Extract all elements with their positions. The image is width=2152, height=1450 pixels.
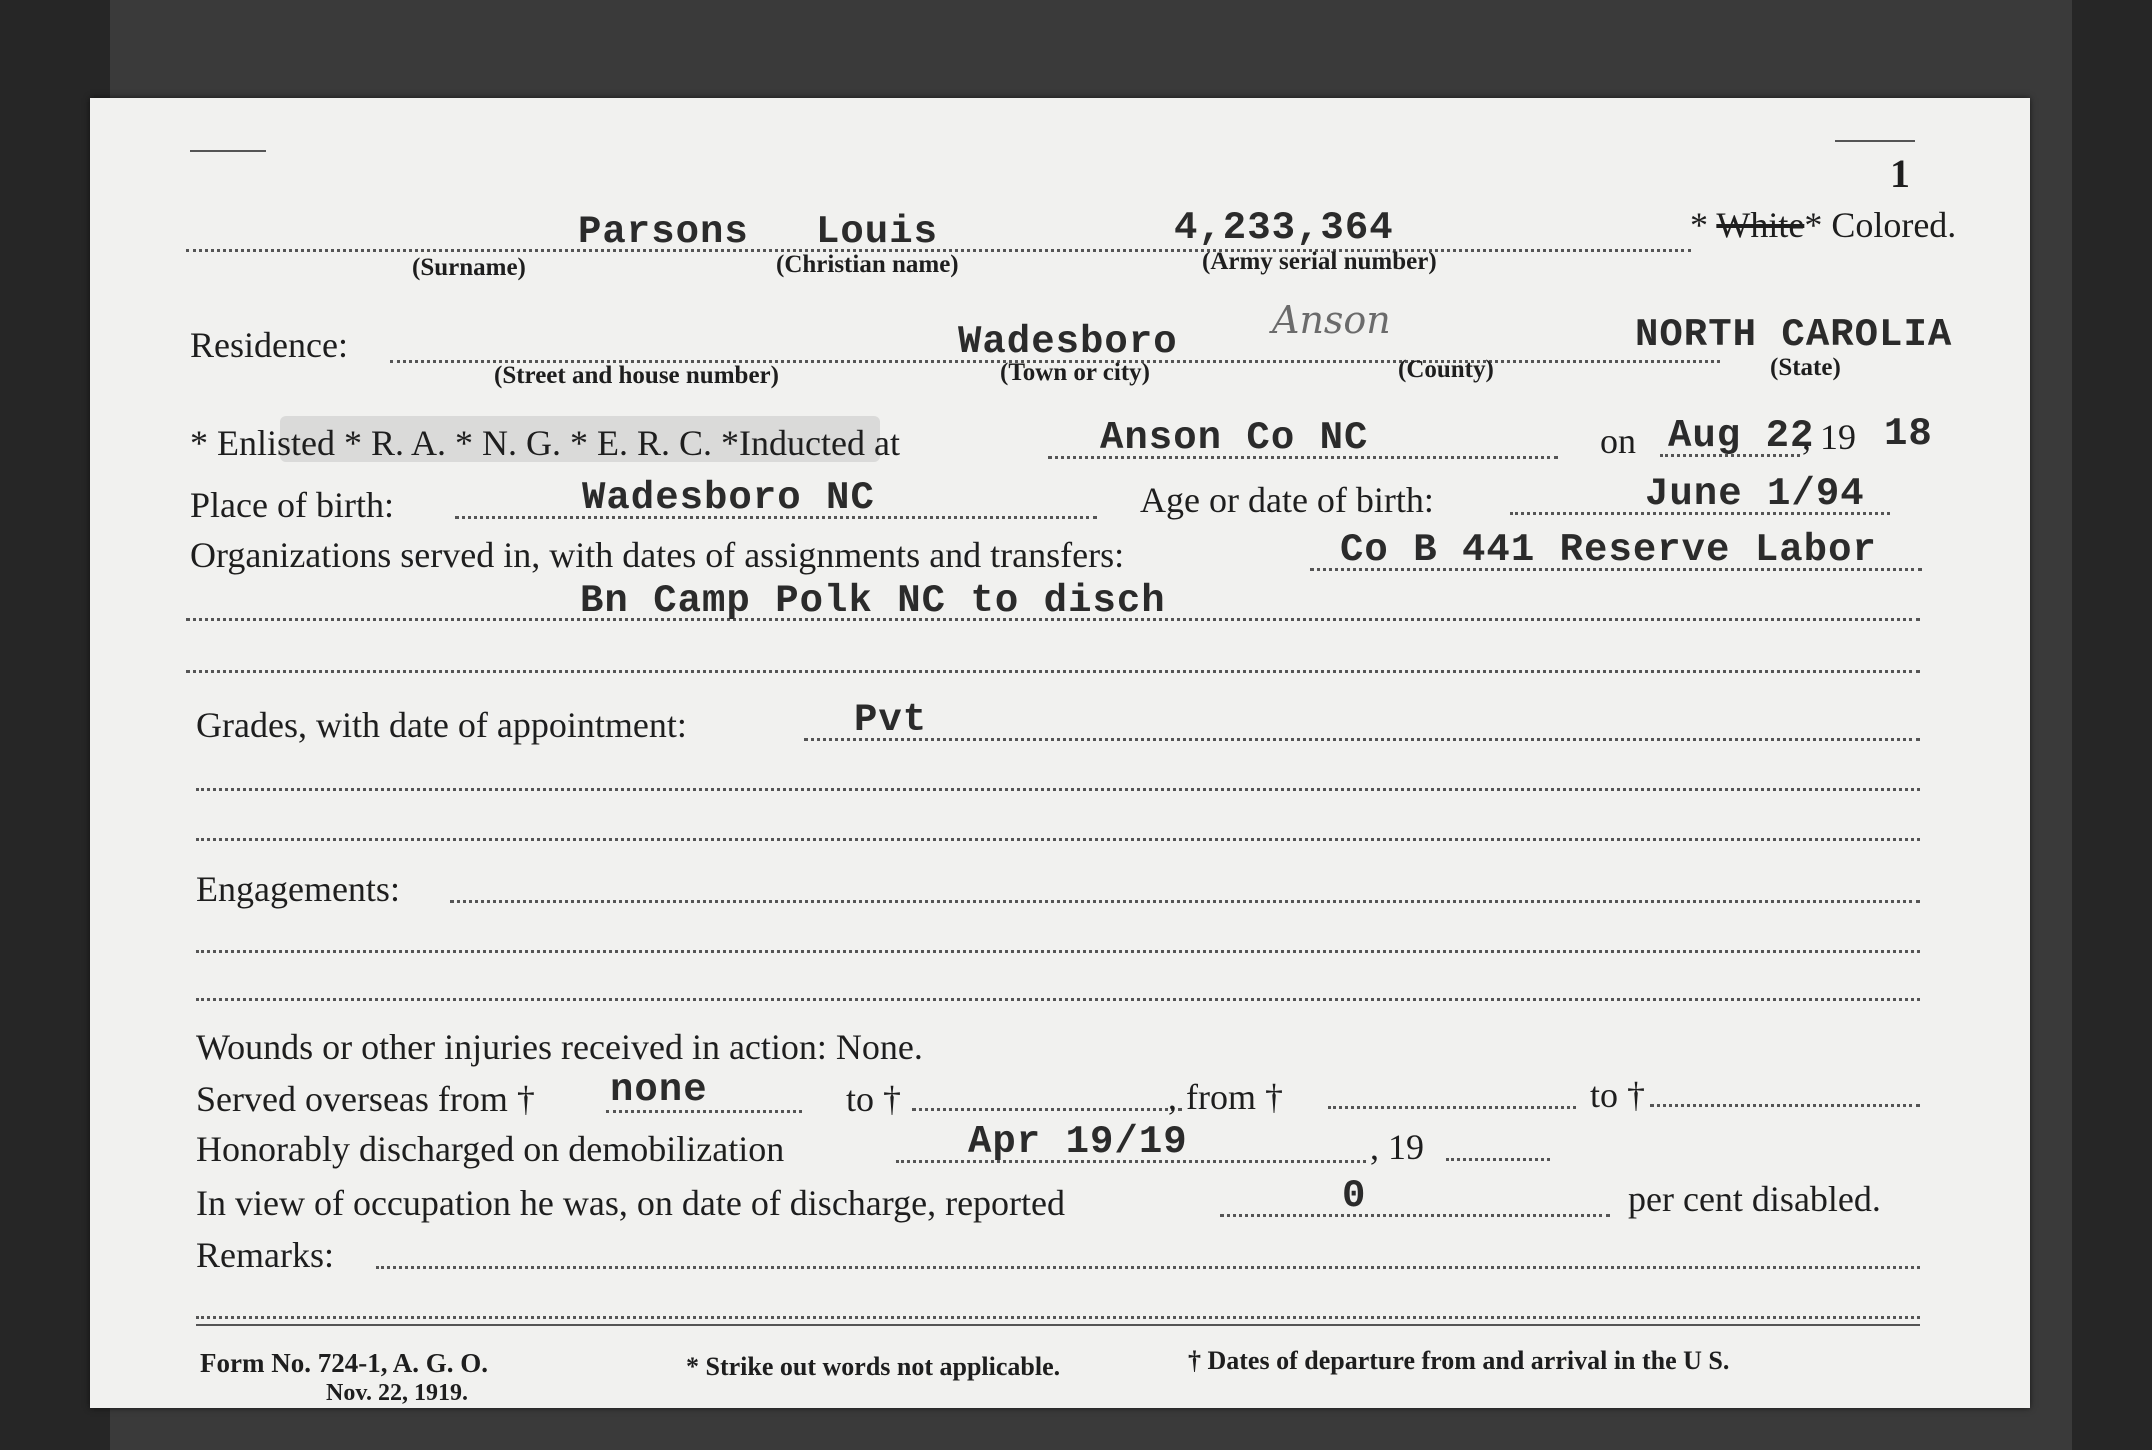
- birth-date-label: Age or date of birth:: [1140, 480, 1434, 520]
- discharge-year-underline: [1446, 1158, 1550, 1161]
- disability-suffix: per cent disabled.: [1628, 1179, 1881, 1219]
- residence-state-value: NORTH CAROLIA: [1635, 313, 1953, 357]
- service-record-card: [90, 98, 2030, 1408]
- form-number: Form No. 724-1, A. G. O.: [200, 1348, 488, 1378]
- overseas-from2-label: , from †: [1168, 1077, 1283, 1117]
- induction-year-prefix: , 19: [1802, 417, 1856, 457]
- serial-number-caption: (Army serial number): [1202, 248, 1437, 275]
- engagements-underline-2: [196, 950, 1920, 953]
- county-caption: (County): [1398, 356, 1494, 383]
- overseas-to2-label: to †: [1590, 1075, 1646, 1115]
- wounds-line: [196, 1026, 923, 1068]
- surname-value: Parsons: [578, 210, 749, 254]
- race-star-2: *: [1804, 205, 1823, 245]
- discharge-date-value: Apr 19/19: [968, 1120, 1188, 1164]
- birth-place-label: Place of birth:: [190, 485, 394, 525]
- overseas-from2-underline: [1328, 1106, 1576, 1109]
- race-star-1: *: [1690, 205, 1708, 245]
- wounds-value: None.: [835, 1027, 923, 1067]
- residence-town-value: Wadesboro: [958, 320, 1178, 364]
- remarks-underline-2: [196, 1316, 1920, 1319]
- overseas-to-label: to †: [846, 1079, 902, 1119]
- discharge-year-label: , 19: [1370, 1127, 1424, 1167]
- engagements-underline-1: [450, 900, 1920, 903]
- footnote-strike: * Strike out words not applicable.: [686, 1352, 1061, 1381]
- engagements-underline-3: [196, 998, 1920, 1001]
- disability-underline: [1220, 1214, 1610, 1217]
- residence-county-value: Anson: [1272, 298, 1391, 342]
- organizations-label: Organizations served in, with dates of assignments and transfers:: [190, 535, 1125, 575]
- engagements-label: Engagements:: [196, 869, 400, 909]
- corner-dash-right: [1835, 140, 1915, 142]
- grades-label: Grades, with date of appointment:: [196, 705, 687, 745]
- grades-underline-2: [196, 788, 1920, 791]
- organizations-line-2: Bn Camp Polk NC to disch: [580, 579, 1166, 623]
- remarks-label: Remarks:: [196, 1235, 334, 1275]
- discharge-label: Honorably discharged on demobilization: [196, 1129, 785, 1169]
- birth-date-value: June 1/94: [1645, 472, 1865, 516]
- organizations-line-1: Co B 441 Reserve Labor: [1340, 528, 1877, 572]
- town-caption: (Town or city): [1000, 359, 1150, 386]
- grades-value: Pvt: [854, 698, 928, 742]
- corner-dash-left: [190, 150, 266, 152]
- birth-place-value: Wadesboro NC: [582, 476, 875, 520]
- disability-label: In view of occupation he was, on date of discharge, reported: [196, 1183, 1066, 1223]
- scan-backdrop-right: [2072, 0, 2152, 1450]
- residence-label: Residence:: [190, 325, 348, 365]
- overseas-from-label: Served overseas from †: [196, 1079, 535, 1119]
- induction-year-suffix: 18: [1884, 412, 1933, 456]
- organizations-underline-3: [186, 670, 1920, 673]
- wounds-label: Wounds or other injuries received in action:: [196, 1027, 827, 1067]
- induction-date-value: Aug 22: [1668, 414, 1815, 458]
- footer-rule: [196, 1324, 1920, 1326]
- page-number: 1: [1890, 151, 1910, 196]
- form-date: Nov. 22, 1919.: [326, 1380, 469, 1406]
- disability-value: 0: [1342, 1174, 1367, 1218]
- induction-on-label: on: [1600, 421, 1636, 461]
- race-line: [1690, 204, 1956, 246]
- remarks-underline-1: [376, 1266, 1920, 1269]
- grades-underline-1: [804, 738, 1920, 741]
- overseas-to2-underline: [1650, 1104, 1920, 1107]
- serial-number-value: 4,233,364: [1174, 206, 1394, 250]
- overseas-from-value: none: [610, 1068, 708, 1112]
- christian-name-value: Louis: [816, 210, 939, 254]
- footnote-dates: † Dates of departure from and arrival in the U S.: [1188, 1346, 1730, 1375]
- overseas-to-underline: [912, 1108, 1182, 1111]
- grades-underline-3: [196, 838, 1920, 841]
- race-colored: Colored.: [1831, 205, 1957, 245]
- state-caption: (State): [1770, 354, 1841, 381]
- christian-name-caption: (Christian name): [776, 251, 959, 278]
- race-white: White: [1716, 205, 1805, 245]
- street-caption: (Street and house number): [494, 362, 779, 389]
- induction-label: * Enlisted * R. A. * N. G. * E. R. C. *Inducted at: [190, 423, 900, 463]
- induction-place-value: Anson Co NC: [1100, 416, 1369, 460]
- surname-caption: (Surname): [412, 254, 526, 281]
